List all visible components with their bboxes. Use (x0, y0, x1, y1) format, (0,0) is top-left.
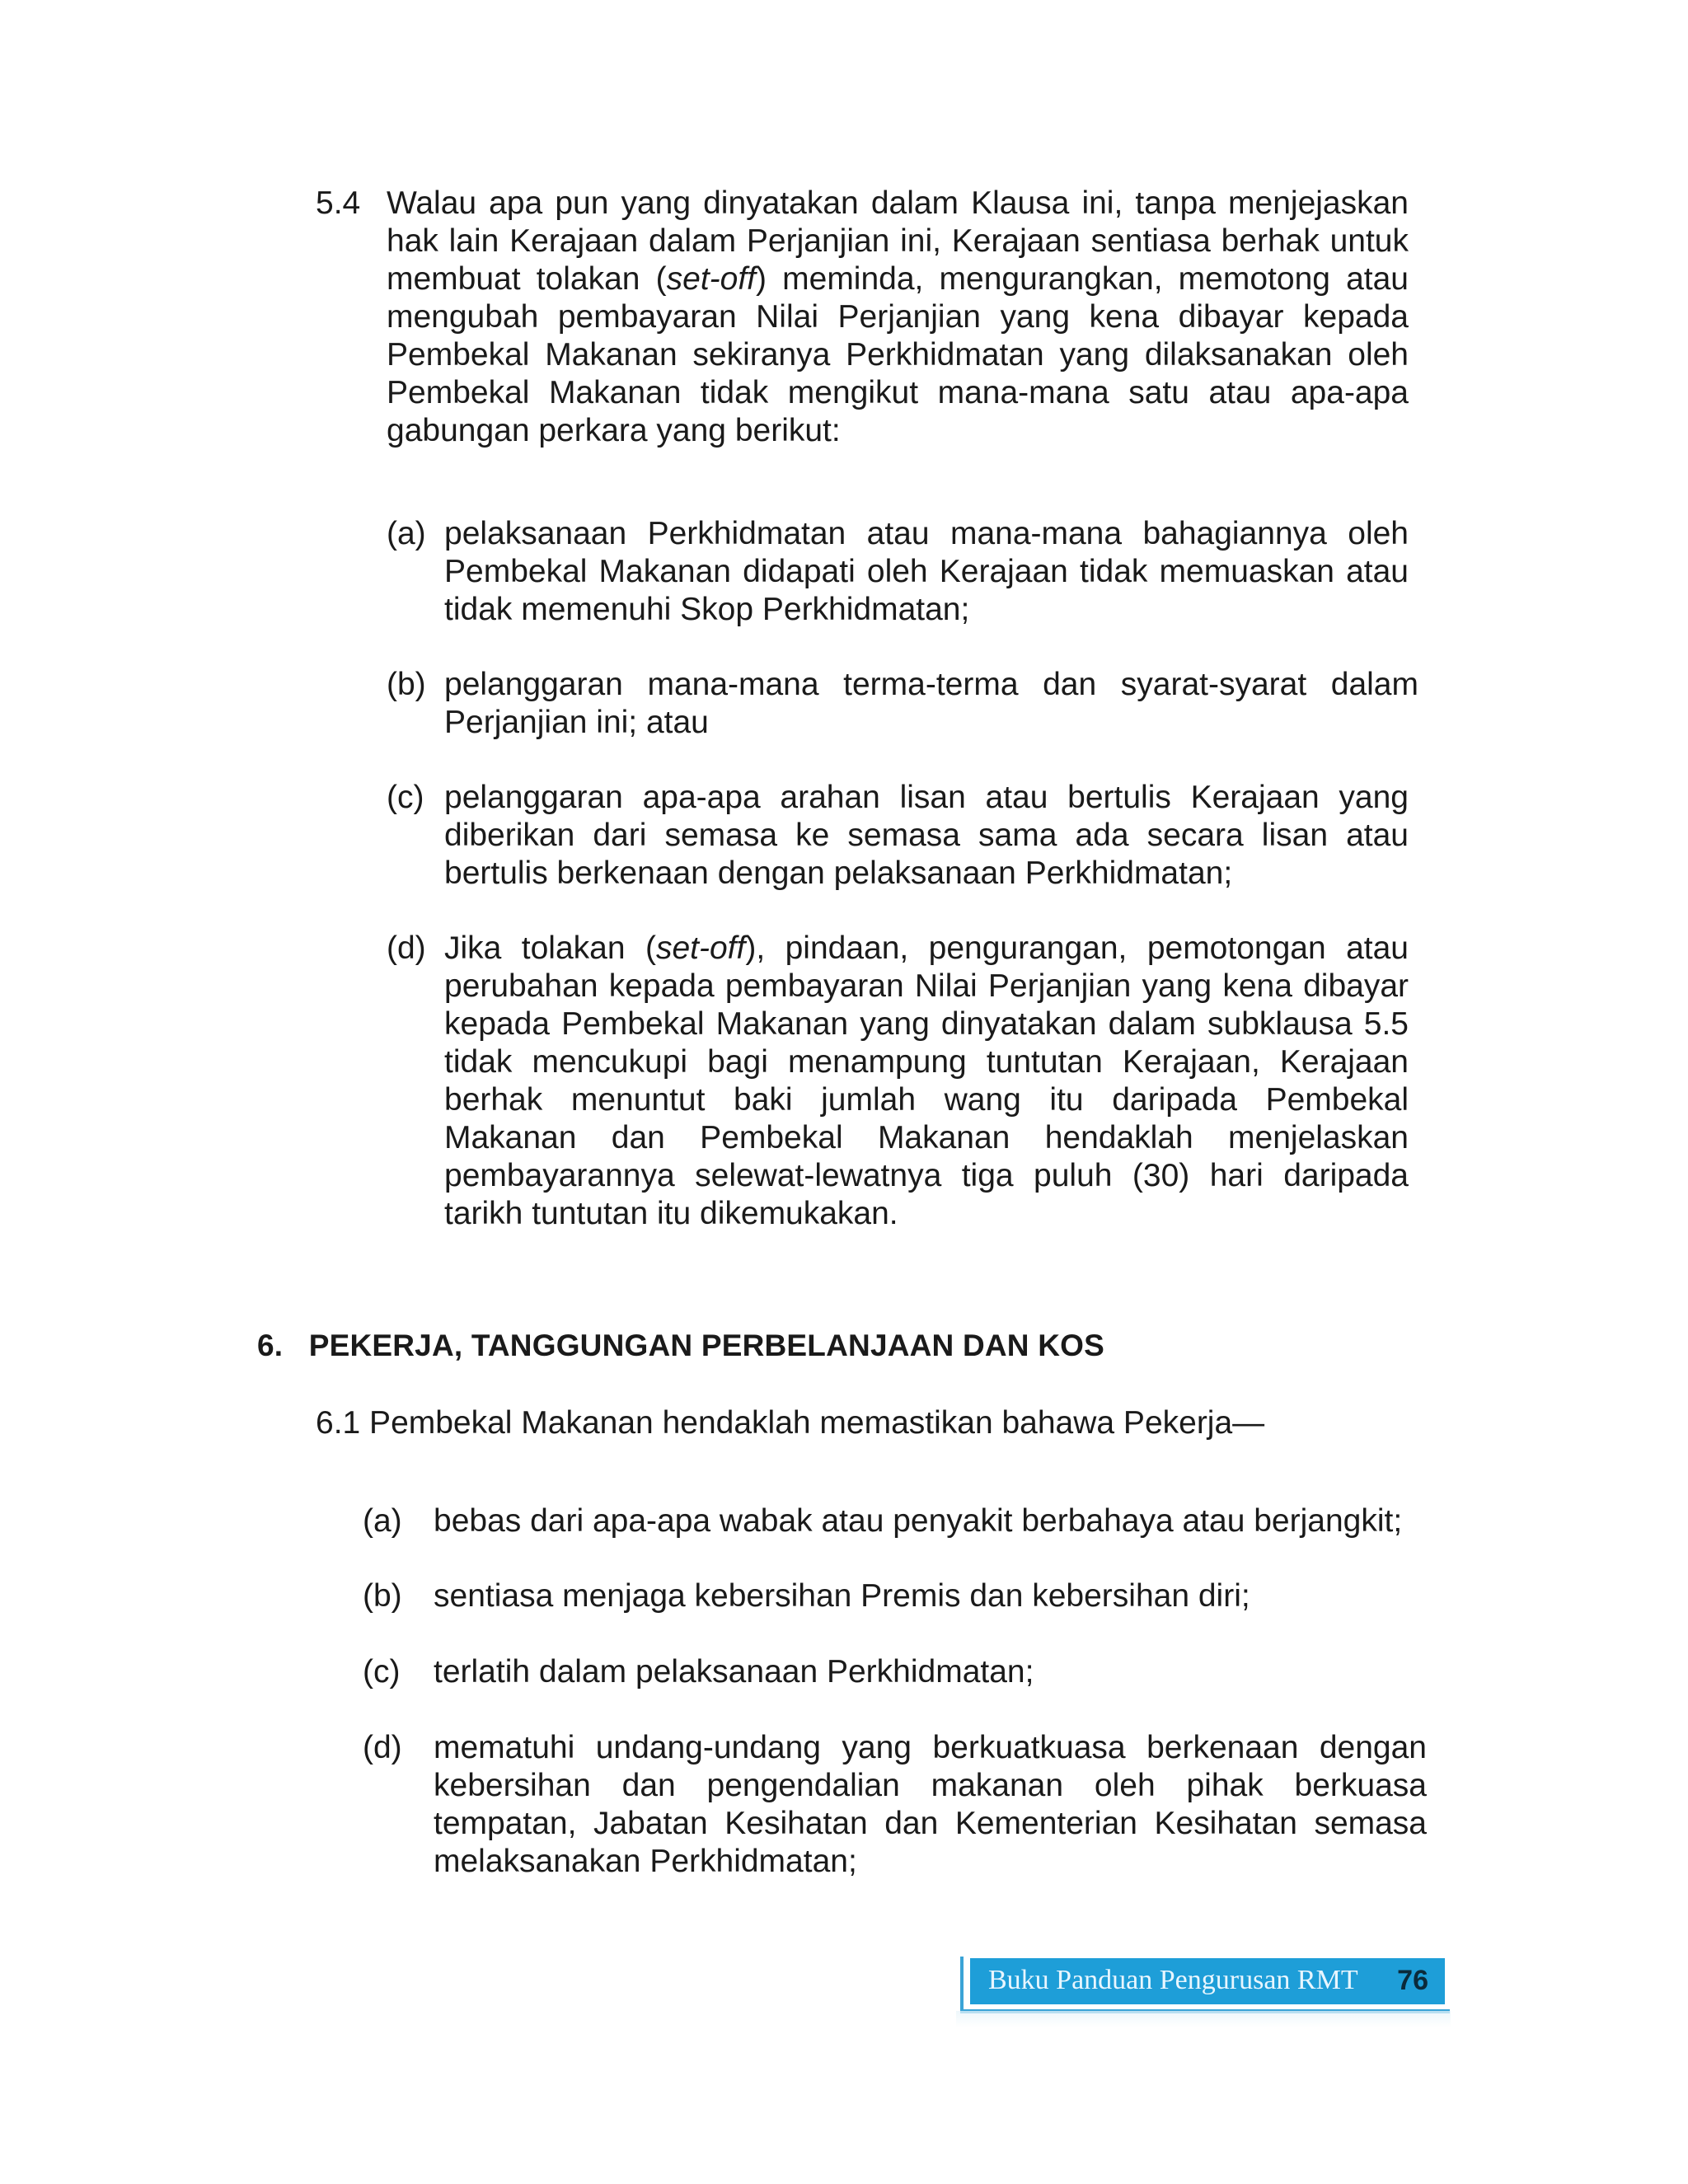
clause-text-after: ) meminda, mengurangkan, memotong atau mengubah pembayaran Nilai Perjanjian yang kena dibayar kepada Pembekal Makanan sekiranya Perkhidmatan yang dilaksanakan oleh Pembekal Makanan tidak mengikut mana-mana satu atau apa-apa gabungan perkara yang berikut: (387, 261, 1409, 448)
set-off-term: set-off (666, 261, 756, 297)
footer-banner-fill (970, 1958, 1445, 2004)
item-label-a: (a) (363, 1503, 402, 1539)
item-text-c: pelanggaran apa-apa arahan lisan atau bertulis Kerajaan yang diberikan dari semasa ke semasa sama ada secara lisan atau bertulis berkenaan dengan pelaksanaan Perkhidmatan; (444, 780, 1409, 891)
item-text-a: bebas dari apa-apa wabak atau penyakit berbahaya atau berjangkit; (434, 1503, 1403, 1539)
item-text-a: pelaksanaan Perkhidmatan atau mana-mana bahagiannya oleh Pembekal Makanan didapati oleh Kerajaan tidak memuaskan atau tidak memenuhi Skop Perkhidmatan; (444, 516, 1409, 627)
clause-6-1-text: 6.1 Pembekal Makanan hendaklah memastikan bahawa Pekerja— (316, 1405, 1265, 1441)
footer-shadow (956, 2011, 1451, 2027)
clause-text-before: Walau apa pun yang dinyatakan dalam Klausa ini, tanpa menjejaskan hak lain Kerajaan dalam Perjanjian ini, Kerajaan sentiasa berhak untuk membuat tolakan ( (387, 185, 1409, 297)
item-label-d: (d) (387, 930, 426, 966)
item-label-c: (c) (363, 1654, 401, 1690)
item-d-text-before: Jika tolakan ( (444, 930, 656, 966)
clause-number: 5.4 (316, 185, 361, 221)
page-number: 76 (1397, 1965, 1428, 1996)
item-label-c: (c) (387, 780, 424, 815)
item-label-a: (a) (387, 516, 426, 551)
item-text-d (444, 930, 1409, 1233)
item-text-d: mematuhi undang-undang yang berkuatkuasa berkenaan dengan kebersihan dan pengendalian makanan oleh pihak berkuasa tempatan, Jabatan Kesihatan dan Kementerian Kesihatan semasa melaksanakan Perkhidmatan; (434, 1730, 1427, 1879)
item-text-b: pelanggaran mana-mana terma-terma dan syarat-syarat dalam Perjanjian ini; atau (444, 667, 1418, 740)
set-off-term: set-off (655, 930, 746, 966)
clause-5-4-text (387, 185, 1409, 450)
item-label-b: (b) (363, 1578, 402, 1614)
item-label-d: (d) (363, 1730, 402, 1765)
footer-title: Buku Panduan Pengurusan RMT (988, 1965, 1358, 1995)
item-label-b: (b) (387, 667, 426, 702)
footer-banner (960, 1957, 1450, 2011)
item-d-text-after: ), pindaan, pengurangan, pemotongan atau perubahan kepada pembayaran Nilai Perjanjian yang kena dibayar kepada Pembekal Makanan yang dinyatakan dalam subklausa 5.5 tidak mencukupi bagi menampung tuntutan Kerajaan, Kerajaan berhak menuntut baki jumlah wang itu daripada Pembekal Makanan dan Pembekal Makanan hendaklah menjelaskan pembayarannya selewat-lewatnya tiga puluh (30) hari daripada tarikh tuntutan itu dikemukakan. (444, 930, 1409, 1231)
section-heading: 6. PEKERJA, TANGGUNGAN PERBELANJAAN DAN KOS (257, 1329, 1104, 1362)
item-text-b: sentiasa menjaga kebersihan Premis dan kebersihan diri; (434, 1578, 1250, 1614)
item-text-c: terlatih dalam pelaksanaan Perkhidmatan; (434, 1654, 1034, 1690)
